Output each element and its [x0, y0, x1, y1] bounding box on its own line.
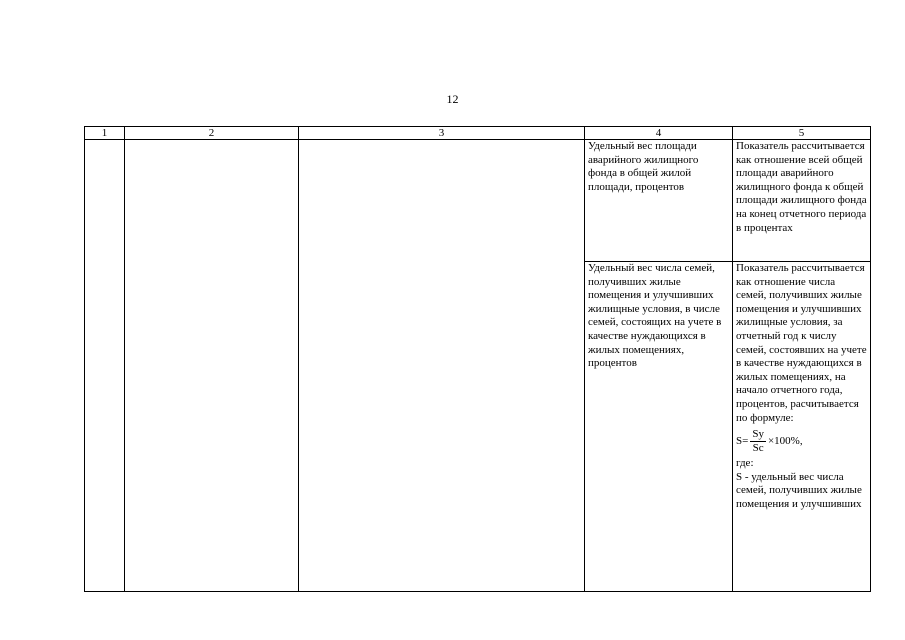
table-header-row — [85, 127, 871, 140]
column-header-3: 3 — [299, 127, 585, 140]
indicator-description-cell — [733, 262, 871, 592]
indicator-description-cell: Показатель рассчитывается как отношение всей общей площади аварийного жилищного фонда к общей площади жилищного фонда на конец отчетного периода в процентах — [733, 140, 871, 262]
formula-rhs: ×100%, — [767, 434, 803, 447]
column-header-1: 1 — [85, 127, 125, 140]
column-header-5: 5 — [733, 127, 871, 140]
where-label: где: — [736, 457, 754, 470]
formula-denominator: Sc — [752, 442, 764, 455]
formula-fraction — [750, 428, 766, 455]
indicators-table — [84, 126, 871, 592]
indicator-name-cell: Удельный вес площади аварийного жилищного фонда в общей жилой площади, процентов — [585, 140, 733, 262]
page-number: 12 — [446, 92, 459, 106]
column-header-4: 4 — [585, 127, 733, 140]
column-header-2: 2 — [125, 127, 299, 140]
indicator-name-cell: Удельный вес числа семей, получивших жилые помещения и улучшивших жилищные условия, в числе семей, состоящих на учете в качестве нуждающихся в жилых помещениях, процентов — [585, 262, 733, 592]
definition-text: S - удельный вес числа семей, получивших жилые помещения и улучшивших — [736, 470, 862, 510]
formula-lhs: S= — [736, 434, 749, 447]
formula-numerator: Sy — [752, 428, 764, 441]
table-cell-col2 — [125, 140, 299, 592]
description-text: Показатель рассчитывается как отношение числа семей, получивших жилые помещения и улучшивших жилищные условия, за отчетный год к числу семей, состоявших на учете в качестве нуждающихся в жилых помещениях, на начало отчетного года, процентов, расчитывается по формуле: — [736, 262, 867, 424]
table-cell-col1 — [85, 140, 125, 592]
table-row — [85, 140, 871, 262]
table-cell-col3 — [299, 140, 585, 592]
formula — [736, 428, 867, 455]
